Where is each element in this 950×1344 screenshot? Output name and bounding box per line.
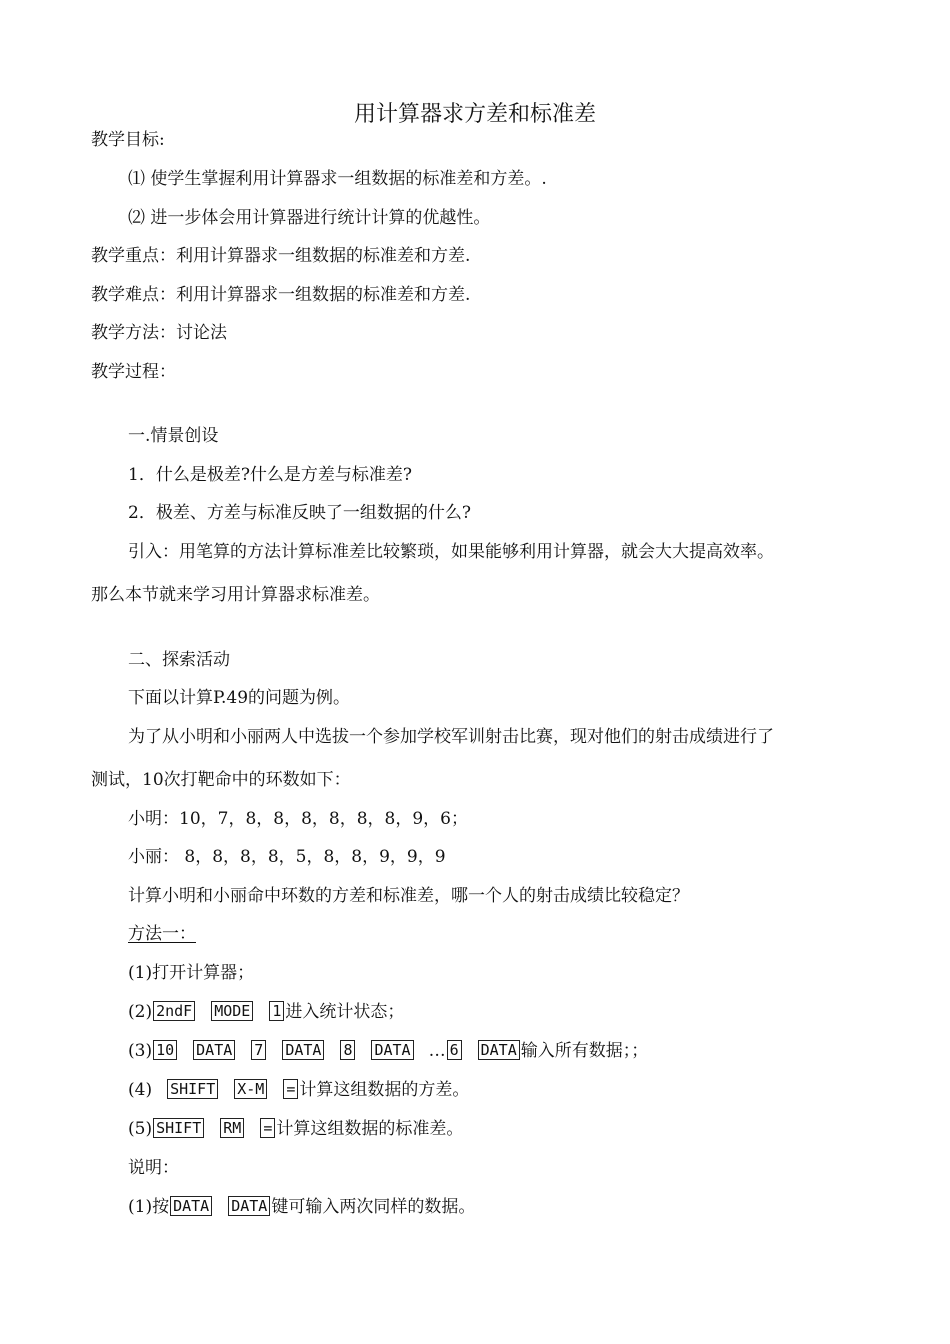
objective-item-1: ⑴ 使学生掌握利用计算器求一组数据的标准差和方差。. bbox=[128, 169, 547, 189]
method-one-heading: 方法一： bbox=[128, 924, 196, 944]
key-shift: SHIFT bbox=[167, 1079, 218, 1099]
question: 计算小明和小丽命中环数的方差和标准差，哪一个人的射击成绩比较稳定？ bbox=[128, 886, 689, 906]
key-1: 1 bbox=[269, 1001, 284, 1021]
section2-heading: 二、探索活动 bbox=[128, 650, 230, 670]
note-1 bbox=[128, 1196, 475, 1218]
section1-intro-line-2: 那么本节就来学习用计算器求标准差。 bbox=[91, 585, 380, 605]
xiaoli-scores: 小丽： 8，8，8，8，5，8，8，9，9，9 bbox=[128, 847, 446, 867]
step-3-suffix: 输入所有数据；； bbox=[520, 1041, 649, 1061]
key-8: 8 bbox=[340, 1040, 355, 1060]
note-1-prefix: (1)按 bbox=[128, 1197, 170, 1217]
step-2-prefix: (2) bbox=[128, 1002, 153, 1022]
key-data: DATA bbox=[193, 1040, 235, 1060]
section1-intro-line-1: 引入：用笔算的方法计算标准差比较繁琐，如果能够利用计算器，就会大大提高效率。 bbox=[128, 542, 774, 562]
problem-line-2: 测试，10次打靶命中的环数如下： bbox=[91, 770, 351, 790]
key-data: DATA bbox=[371, 1040, 413, 1060]
problem-line-1: 为了从小明和小丽两人中选拔一个参加学校军训射击比赛，现对他们的射击成绩进行了 bbox=[128, 727, 774, 747]
key-mode: MODE bbox=[211, 1001, 253, 1021]
xiaoming-scores: 小明：10，7，8，8，8，8，8，8，9，6； bbox=[128, 809, 468, 829]
step-3 bbox=[128, 1040, 648, 1062]
teaching-process: 教学过程： bbox=[91, 362, 176, 382]
step-1: (1)打开计算器； bbox=[128, 963, 255, 983]
note-heading: 说明： bbox=[128, 1158, 179, 1178]
key-equals: = bbox=[283, 1079, 298, 1099]
document-title: 用计算器求方差和标准差 bbox=[353, 102, 596, 127]
difficulty: 教学难点：利用计算器求一组数据的标准差和方差. bbox=[91, 285, 471, 305]
key-data: DATA bbox=[478, 1040, 520, 1060]
key-2ndf: 2ndF bbox=[153, 1001, 195, 1021]
objectives-heading: 教学目标: bbox=[91, 130, 165, 150]
step-2-suffix: 进入统计状态； bbox=[285, 1002, 405, 1022]
section2-example: 下面以计算P.49的问题为例。 bbox=[128, 688, 351, 708]
note-1-suffix: 键可输入两次同样的数据。 bbox=[271, 1197, 476, 1217]
key-point: 教学重点：利用计算器求一组数据的标准差和方差. bbox=[91, 246, 471, 266]
key-6: 6 bbox=[447, 1040, 462, 1060]
step-5-suffix: 计算这组数据的标准差。 bbox=[276, 1119, 464, 1139]
step-2 bbox=[128, 1001, 404, 1023]
key-data: DATA bbox=[170, 1196, 212, 1216]
key-x-m: X-M bbox=[234, 1079, 267, 1099]
key-data: DATA bbox=[282, 1040, 324, 1060]
key-7: 7 bbox=[251, 1040, 266, 1060]
key-equals: = bbox=[260, 1118, 275, 1138]
section1-question-2: 2．极差、方差与标准反映了一组数据的什么? bbox=[128, 503, 471, 523]
step-5-prefix: (5) bbox=[128, 1119, 153, 1139]
teaching-method: 教学方法：讨论法 bbox=[91, 323, 227, 343]
step-5 bbox=[128, 1118, 463, 1140]
section1-question-1: 1．什么是极差?什么是方差与标准差? bbox=[128, 465, 413, 485]
objective-item-2: ⑵ 进一步体会用计算器进行统计计算的优越性。 bbox=[128, 208, 491, 228]
key-data: DATA bbox=[228, 1196, 270, 1216]
section1-heading: 一.情景创设 bbox=[128, 426, 219, 446]
step-4-suffix: 计算这组数据的方差。 bbox=[299, 1080, 470, 1100]
key-shift: SHIFT bbox=[153, 1118, 204, 1138]
key-10: 10 bbox=[153, 1040, 177, 1060]
key-rm: RM bbox=[220, 1118, 244, 1138]
step-3-prefix: (3) bbox=[128, 1041, 153, 1061]
step-4 bbox=[128, 1079, 469, 1101]
ellipsis: … bbox=[428, 1041, 446, 1061]
step-4-prefix: (4) bbox=[128, 1080, 153, 1100]
